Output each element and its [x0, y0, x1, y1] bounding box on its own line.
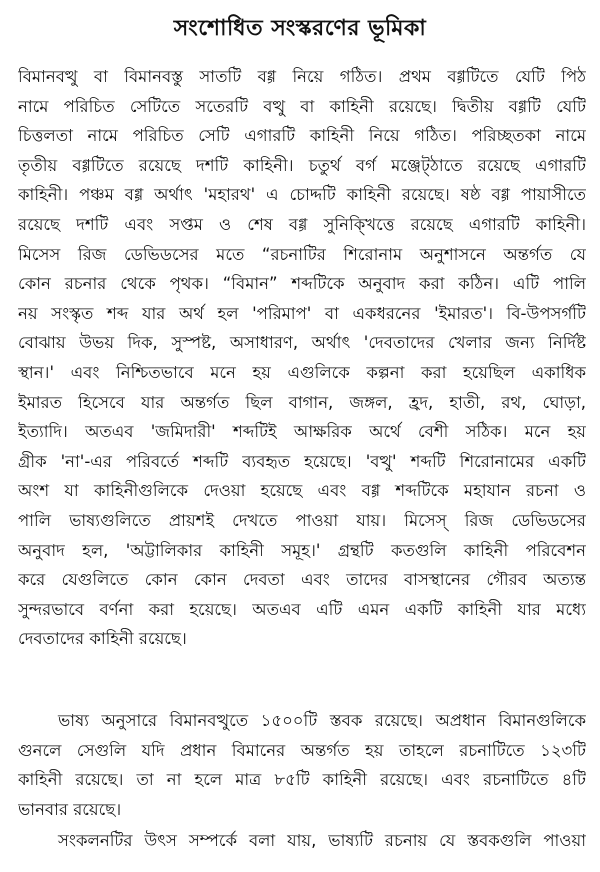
text-line: সুন্দরভাবে বর্ণনা করা হয়েছে। অতএব এটি এমন একটি কাহিনী যার মধ্যে [18, 599, 586, 619]
text-line: দেবতাদের কাহিনী রয়েছে। [18, 629, 187, 649]
text-line: রয়েছে দশটি এবং সপ্তম ও শেষ বগ্গ সুনিক্খিত্তে রয়েছে এগারটি কাহিনী। [18, 214, 586, 234]
text-line: গ্রীক 'না'-এর পরিবর্তে শব্দটি ব্যবহৃত হয়েছে। 'বত্থু' শব্দটি শিরোনামের একটি [18, 451, 586, 471]
text-line: অনুবাদ হল, 'অট্টালিকার কাহিনী সমূহ।' গ্রন্থটি কতগুলি কাহিনী পরিবেশন [18, 540, 586, 560]
text-line: স্থান।' এবং নিশ্চিতভাবে মনে হয় এগুলিকে কল্পনা করা হয়েছিল একাধিক [18, 362, 586, 382]
text-line: অংশ যা কাহিনীগুলিকে দেওয়া হয়েছে এবং বগ্গ শব্দটিকে মহাযান রচনা ও [18, 481, 586, 501]
text-line: ইমারত হিসেবে যার অন্তর্গত ছিল বাগান, জঙ্গল, হ্রদ, হাতী, রথ, ঘোড়া, [18, 392, 586, 412]
page-title: সংশোধিত সংস্করণের ভূমিকা [173, 16, 427, 41]
text-line: ভাষ্য অনুসারে বিমানবত্থুতে ১৫০০টি স্তবক রয়েছে। অপ্রধান বিমানগুলিকে [58, 711, 586, 730]
text-line: তৃতীয় বগ্গটিতে রয়েছে দশটি কাহিনী। চতুর্থ বর্গ মঞ্জেট্ঠাতে রয়েছে এগারটি [18, 155, 586, 175]
text-line: ভানবার রয়েছে। [18, 799, 122, 819]
text-line: ইত্যাদি। অতএব 'জমিদারী' শব্দটিই আক্ষরিক অর্থে বেশী সঠিক। মনে হয় [18, 422, 586, 442]
text-line: করে যেগুলিতে কোন কোন দেবতা এবং তাদের বাসস্থানের গৌরব অত্যন্ত [18, 570, 586, 590]
paragraph-1 [18, 62, 586, 654]
text-line: পালি ভাষ্যগুলিতে প্রায়শই দেখতে পাওয়া যায়। মিসেস্ রিজ ডেভিডসের [18, 510, 586, 530]
text-line: কাহিনী। পঞ্চম বগ্গ অর্থাৎ 'মহারথ' এ চোদ্দটি কাহিনী রয়েছে। ষষ্ঠ বগ্গ পায়াসীতে [18, 185, 586, 205]
text-line: কোন রচনার থেকে পৃথক। “বিমান” শব্দটিকে অনুবাদ করা কঠিন। এটি পালি [18, 274, 586, 294]
text-line: চিত্তলতা নামে পরিচিত সেটি এগারটি কাহিনী নিয়ে গঠিত। পরিচ্ছতকা নামে [18, 126, 586, 146]
text-line: কাহিনী রয়েছে। তা না হলে মাত্র ৮৫টি কাহিনী রয়েছে। এবং রচনাটিতে ৪টি [18, 770, 586, 790]
text-line: নামে পরিচিত সেটিতে সতেরটি বত্থু বা কাহিনী রয়েছে। দ্বিতীয় বগ্গটি যেটি [18, 96, 586, 116]
text-line: বোঝায় উভয় দিক, সুস্পষ্ট, অসাধারণ, অর্থাৎ 'দেবতাদের খেলার জন্য নির্দিষ্ট [18, 333, 586, 353]
text-line: বিমানবত্থু বা বিমানবস্তু সাতটি বগ্গ নিয়ে গঠিত। প্রথম বগ্গটিতে যেটি পিঠ [18, 67, 586, 86]
text-line: নয় সংস্কৃত শব্দ যার অর্থ হল 'পরিমাপ' বা একধরনের 'ইমারত'। বি-উপসর্গটি [18, 303, 586, 323]
text-line: গুনলে সেগুলি যদি প্রধান বিমানের অন্তর্গত হয় তাহলে রচনাটিতে ১২৩টি [18, 740, 586, 760]
text-line: মিসেস রিজ ডেভিডসের মতে “রচনাটির শিরোনাম অনুশাসনে অন্তর্গত যে [18, 244, 586, 264]
paragraph-2 [18, 706, 586, 824]
paragraph-3 [18, 826, 586, 856]
text-line: সংকলনটির উৎস সম্পর্কে বলা যায়, ভাষ্যটি রচনায় যে স্তবকগুলি পাওয়া [58, 831, 586, 850]
